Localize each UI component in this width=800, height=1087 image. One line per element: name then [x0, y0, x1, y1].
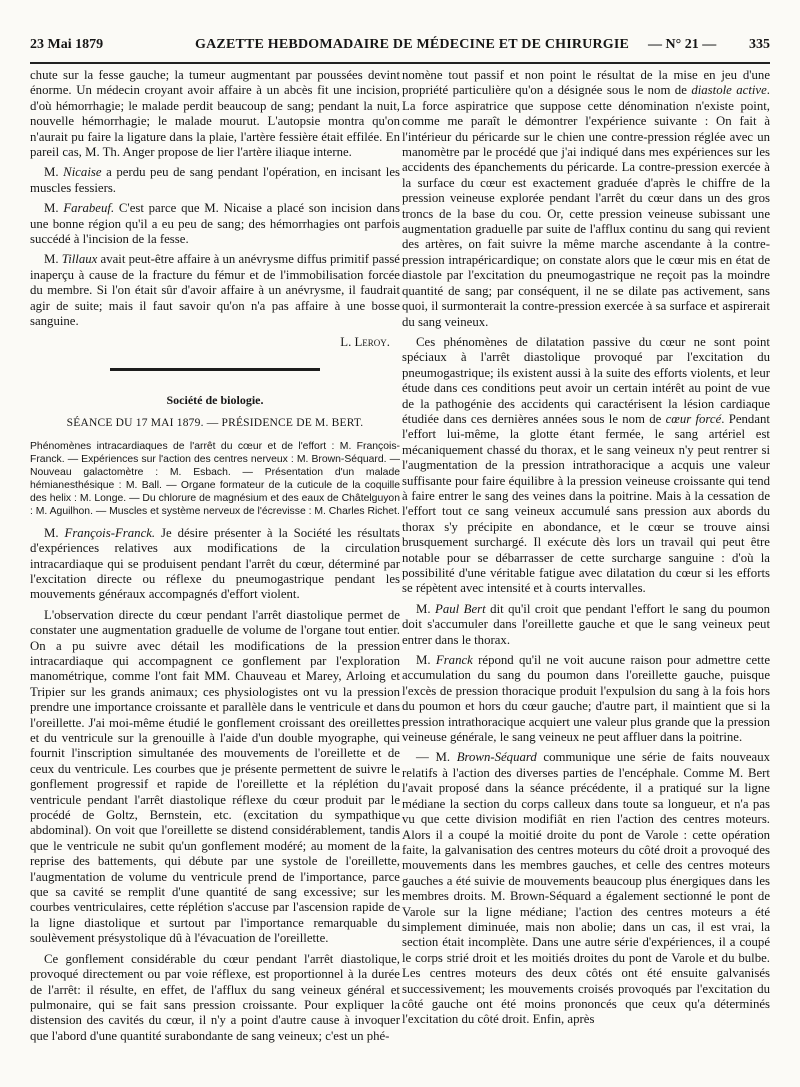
speaker-name: Paul Bert [435, 601, 486, 616]
speaker-name: Nicaise [63, 165, 102, 180]
paragraph: M. Tillaux avait peut-être affaire à un anévrysme diffus primitif passé inaperçu à cause de la fracture du fémur et de l'immobilisation forcée du membre. Si l'on était sûr d'avoir affaire à un anévrysme, il faudrait agir de suite; mais il faut savoir qu'on n'a pas affaire à une bosse sanguine. [30, 252, 400, 329]
paragraph: M. Paul Bert dit qu'il croit que pendant l'effort le sang du poumon doit s'accumuler dans l'oreillette gauche et que le sang veineux peut entrer dans le thorax. [402, 601, 770, 647]
speaker-name: Tillaux [61, 252, 98, 267]
session-summary: Phénomènes intracardiaques de l'arrêt du cœur et de l'effort : M. François-Franck. — Expériences sur l'action des centres nerveux : M. Brown-Séquard. — Nouveau galactomètre : M. Esbach. — Présentation d'un malade hémianesthésique : M. Ball. — Organe formateur de la cuticule de la coquille des helix : M. Longe. — Du chlorure de magnésium et des eaux de Châtelguyon : M. Aguilhon. — Muscles et système nerveux de l'écrevisse : M. Charles Richet. [30, 440, 400, 517]
issue-number: — N° 21 — [648, 37, 717, 52]
paragraph-text: Je désire présenter à la Société les résultats d'expériences relatives aux modifications de la circulation intracardiaque qui se produisent pendant l'arrêt du cœur, déterminé par l'excitation directe ou réflexe du pneumogastrique pendant les mouvements généraux accompagnés d'effort violent. [30, 525, 400, 602]
author-signature: L. Leroy. [340, 334, 390, 349]
paragraph-text: C'est parce que M. Nicaise a placé son incision dans une bonne région qu'il a eu peu de sang; des hémorrhagies ont parfois succédé à l'incision de la fesse. [30, 201, 400, 247]
paragraph: chute sur la fesse gauche; la tumeur augmentant par poussées devint énorme. Un médecin croyant avoir affaire à un abcès fit une incision, d'où hémorrhagie; le malade perdit beaucoup de sang; pendant la nuit, nouvelle hémorrhagie; le malade mourut. L'autopsie montra qu'on n'aurait pu faire la ligature dans la plaie, l'artère fessière était effilée. En pareil cas, M. Th. Anger propose de lier l'artère iliaque interne. [30, 68, 400, 160]
section-heading: Société de biologie. [166, 392, 264, 407]
speaker-name: Franck [435, 653, 473, 668]
left-column [30, 68, 400, 1078]
paragraph: M. Franck répond qu'il ne voit aucune raison pour admettre cette accumulation du sang du poumon dans l'oreillette gauche, puisque l'excès de pression thoracique produit l'expulsion du sang à la fois hors du poumon et hors du cœur gauche; d'autre part, il maintient que si la pression intrathoracique acquiert une valeur plus grande que la pression veineuse générale, le sang veineux ne peut affluer dans la poitrine. [402, 653, 770, 745]
session-line: SÉANCE DU 17 MAI 1879. — PRÉSIDENCE DE M. BERT. [66, 417, 364, 430]
header-date: 23 Mai 1879 [30, 37, 104, 52]
paragraph-text: nomène tout passif et non point le résultat de la mise en jeu d'une propriété particulière qu'on a désignée sous le nom de [402, 68, 770, 98]
page-number: 335 [749, 37, 770, 52]
header-rule [30, 62, 770, 64]
paragraph-text: dit qu'il croit que pendant l'effort le sang du poumon doit s'accumuler dans l'oreillette gauche et que le sang veineux peut entrer dans le thorax. [402, 601, 770, 647]
right-column [402, 68, 770, 1078]
paragraph-text: communique une série de faits nouveaux relatifs à l'action des diverses parties de l'encéphale. Comme M. Bert l'avait proposé dans la séance précédente, il a pratiqué sur la ligne médiane la section du corps calleux dans toute sa longueur, et n'a pas vu que cette division modifiât en rien l'action des centres moteurs. Alors il a coupé la moitié droite du pont de Varole : cette opération faite, la galvanisation des centres moteurs du côté droit a provoqué des mouvements dans les membres gauches, et celle des centres moteurs gauches a été suivie de mouvements beaucoup plus énergiques dans les membres droits. M. Brown-Séquard a également sectionné le pont de Varole sur la ligne médiane; l'action des centres moteurs a été simplement diminuée, mais non abolie; dans un cas, il est vrai, la section était incomplète. Dans une autre série d'expériences, il a coupé le corps strié droit et les moitiés droites du pont de Varole et du bulbe. Les centres moteurs des deux côtés ont été ensuite galvanisés successivement; les mouvements croisés provoqués par l'excitation du côté gauche ont été moins prononcés que ceux qu'a déterminés l'excitation du côté droit. Enfin, après [402, 750, 770, 1027]
journal-title: GAZETTE HEBDOMADAIRE DE MÉDECINE ET DE CHIRURGIE [195, 37, 630, 52]
speaker-name: Brown-Séquard [456, 750, 537, 765]
emphasis: diastole active [691, 83, 767, 98]
paragraph [402, 68, 770, 330]
section-separator [110, 368, 320, 371]
paragraph-text: répond qu'il ne voit aucune raison pour admettre cette accumulation du sang du poumon dans l'oreillette gauche, puisque l'excès de pression thoracique produit l'expulsion du sang à la fois hors du poumon et hors du cœur gauche; d'autre part, il maintient que si la pression intrathoracique acquiert une valeur plus grande que la pression veineuse générale, le sang veineux ne peut affluer dans la poitrine. [402, 653, 770, 745]
paragraph: M. Farabeuf. C'est parce que M. Nicaise a placé son incision dans une bonne région qu'il a eu peu de sang; des hémorrhagies ont parfois succédé à l'incision de la fesse. [30, 201, 400, 247]
paragraph: — M. Brown-Séquard communique une série de faits nouveaux relatifs à l'action des diverses parties de l'encéphale. Comme M. Bert l'avait proposé dans la séance précédente, il a pratiqué sur la ligne médiane la section du corps calleux dans toute sa longueur, et n'a pas vu que cette division modifiât en rien l'action des centres moteurs. Alors il a coupé la moitié droite du pont de Varole : cette opération faite, la galvanisation des centres moteurs du côté droit a provoqué des mouvements dans les membres gauches, et celle des centres moteurs gauches a été suivie de mouvements beaucoup plus énergiques dans les membres droits. M. Brown-Séquard a également sectionné le pont de Varole sur la ligne médiane; l'action des centres moteurs a été simplement diminuée, mais non abolie; dans un cas, il est vrai, la section était incomplète. Dans une autre série d'expériences, il a coupé le corps strié droit et les moitiés droites du pont de Varole et du bulbe. Les centres moteurs des deux côtés ont été ensuite galvanisés successivement; les mouvements croisés provoqués par l'excitation du côté gauche ont été moins prononcés que ceux qu'a déterminés l'excitation du côté droit. Enfin, après [402, 750, 770, 1027]
paragraph: M. Nicaise a perdu peu de sang pendant l'opération, en incisant les muscles fessiers. [30, 165, 400, 195]
speaker-name: Farabeuf. [63, 201, 115, 216]
paragraph [402, 335, 770, 597]
paragraph-text: . La force aspiratrice que suppose cette dénomination n'existe point, comme me paraît le démontrer l'expérience suivante : On fait à l'intérieur du péricarde sur le chien une contre-pression réglée avec un manomètre par le procédé que j'ai indiqué dans mes expériences sur les accidents des épanchements du péricarde. La contre-pression exercée à la surface du cœur est exactement graduée d'après le chiffre de la pression veineuse explorée pendant l'arrêt du cœur dans un des gros troncs de la base du cou. Or, cette pression veineuse subissant une augmentation graduelle par suite de l'afflux continu du sang qui revient des artères, on fait suivre la même marche ascendante à la contre-pression intrapéricardique; on constate alors que le cœur mis en état de diastole par l'excitation du pneumogastrique ne reçoit pas la moindre quantité de sang; par conséquent, il ne se dilate pas activement, sans quoi, il surmonterait la contre-pression exercée à sa surface et aspirerait du sang veineux. [402, 83, 770, 329]
paragraph: Ce gonflement considérable du cœur pendant l'arrêt diastolique, provoqué directement ou par voie réflexe, est proportionnel à la durée de l'arrêt: il résulte, en effet, de l'afflux du sang veineux général et pulmonaire, qui se fait sans pression croissante. Pour expliquer la distension des cavités du cœur, il n'y a point d'autre cause à invoquer que l'abord d'une quantité surabondante de sang veineux; c'est un phé- [30, 951, 400, 1043]
emphasis: cœur forcé [665, 411, 722, 426]
speaker-name: François-Franck. [64, 525, 156, 540]
page-header [30, 34, 770, 58]
paragraph: L'observation directe du cœur pendant l'arrêt diastolique permet de constater une augmentation graduelle de volume de l'organe tout entier. On a pu suivre avec détail les modifications de la pression intracardiaque qui accompagnent ce gonflement par l'exploration manométrique, comme l'ont fait MM. Chauveau et Marey, Arloing et Tripier sur les grands animaux; ces physiologistes ont vu la pression prendre une importance croissante et parallèle dans le ventricule et dans l'oreillette. J'ai moi-même étudié le gonflement croissant des oreillettes et du ventricule sur la grenouille à l'aide d'un double myographe, qui fournit l'inscription simultanée des mouvements de l'oreillette et de ceux du ventricule. Les courbes que je présente permettent de suivre le gonflement progressif et rapide de l'oreillette et la réplétion du ventricule pendant l'arrêt diastolique réflexe du cœur produit par le procédé de Goltz, Bernstein, etc. (excitation du sympathique abdominal). On voit que l'oreillette se distend considérablement, tandis que le ventricule ne subit qu'un gonflement modéré; au moment de la reprise des battements, qui débute par une systole de l'oreillette, l'augmentation de volume du ventricule prend de l'importance, parce que sa cavité se remplit d'une quantité de sang excessive; sur les courbes ventriculaires, cette réplétion s'accuse par l'ascension rapide de la ligne diastolique et surtout par l'importance remarquable du soulèvement présystolique dû à l'évacuation de l'oreillette. [30, 607, 400, 946]
paragraph-text: . Pendant l'effort lui-même, la glotte étant fermée, le sang artériel est mécaniquement chassé du thorax, et le sang veineux n'y peut rentrer si l'augmentation de la pression intrathoracique a acquis une valeur suffisante pour faire équilibre à la pression veineuse croissante qui tend à faire entrer le sang des veines dans la poitrine. Mais à la cessation de l'effort tout ce sang veineux accumulé sans pression aux abords du thorax s'y précipite en abondance, et le cœur se trouve ainsi brusquement surchargé. Il exécute dès lors un travail qui peut être notable pour se débarrasser de cette surcharge sanguine : d'où la possibilité d'une véritable fatigue avec dilatation du cœur si les efforts se répètent avec intensité et à courts intervalles. [402, 411, 770, 596]
paragraph: M. François-Franck. Je désire présenter à la Société les résultats d'expériences relatives aux modifications de la circulation intracardiaque qui se produisent pendant l'arrêt du cœur, déterminé par l'excitation directe ou réflexe du pneumogastrique pendant les mouvements généraux accompagnés d'effort violent. [30, 525, 400, 602]
paragraph-text: a perdu peu de sang pendant l'opération, en incisant les muscles fessiers. [30, 165, 400, 195]
paragraph-text: avait peut-être affaire à un anévrysme diffus primitif passé inaperçu à cause de la fracture du fémur et de l'immobilisation forcée du membre. Si l'on était sûr d'avoir affaire à un anévrysme, il faudrait agir de suite; mais il faut savoir qu'on n'a pas affaire à une bosse sanguine. [30, 252, 400, 329]
paragraph-text: Ces phénomènes de dilatation passive du cœur ne sont point spéciaux à l'arrêt diastolique provoqué par l'excitation du pneumogastrique; ils existent aussi à la suite des efforts violents, et leur étude dans ces conditions peut avoir un certain intérêt au point de vue de la pathogénie des accidents qui caractérisent la lésion cardiaque étudiée dans ces dernières années sous le nom de [402, 334, 770, 426]
